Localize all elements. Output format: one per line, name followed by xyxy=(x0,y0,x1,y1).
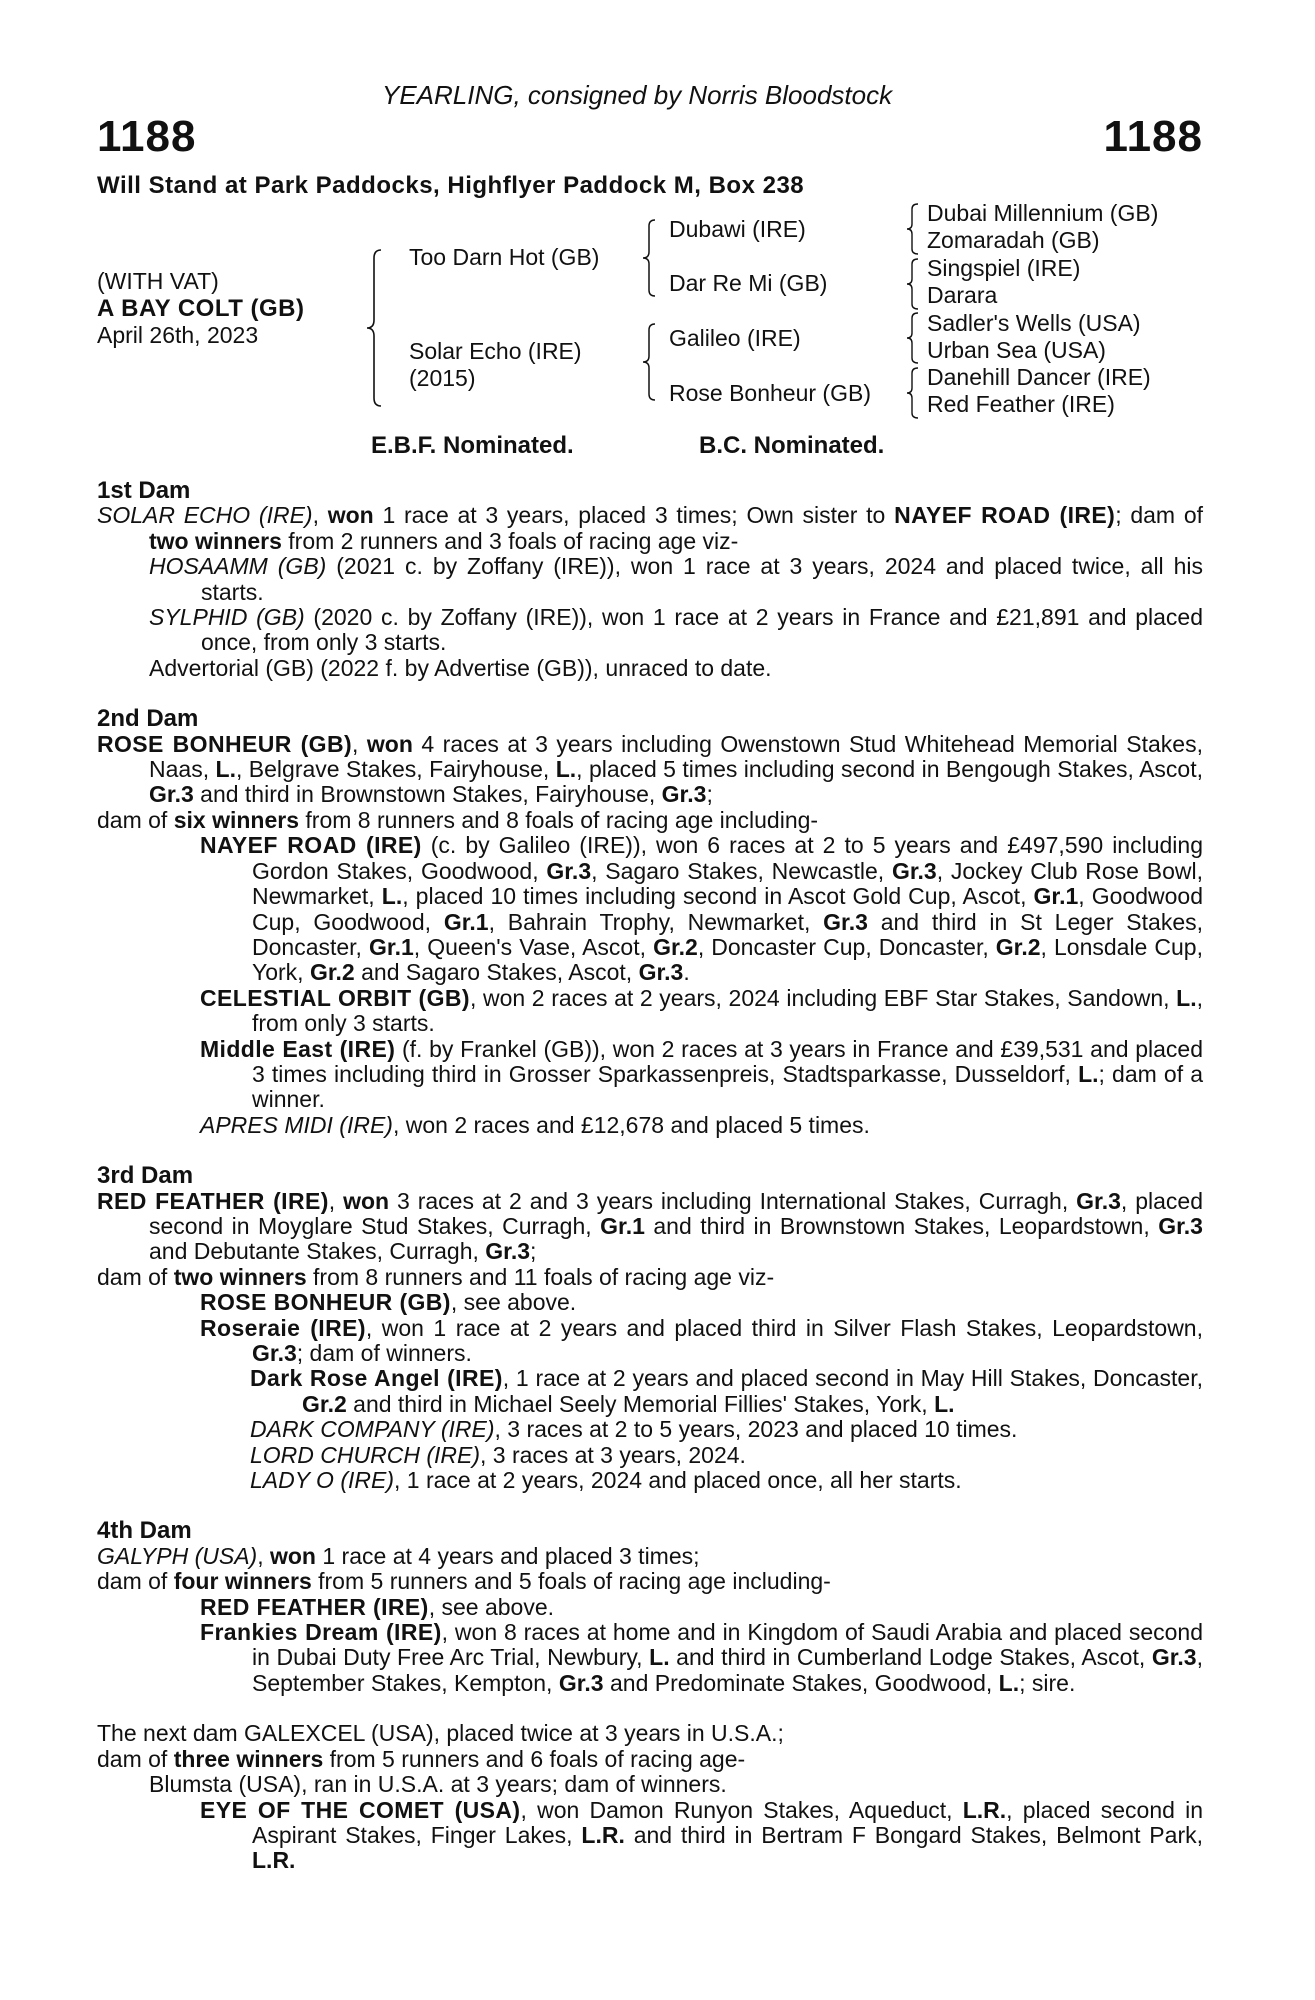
text: ROSE BONHEUR (GB) xyxy=(200,1289,451,1316)
text: , xyxy=(352,730,367,757)
text: DARK COMPANY (IRE) xyxy=(250,1416,495,1443)
text: RED FEATHER (IRE) xyxy=(97,1187,329,1214)
text: and third in Michael Seely Memorial Fillies' Stakes, York, xyxy=(346,1390,935,1417)
text: , placed 10 times including second in Ascot Gold Cup, Ascot, xyxy=(402,883,1034,910)
text: L. xyxy=(1176,984,1197,1011)
text: , September Stakes, Kempton, xyxy=(252,1644,1203,1696)
text: ; xyxy=(706,781,713,808)
text: , see above. xyxy=(428,1593,555,1620)
dam-year: (2015) xyxy=(409,365,476,391)
text: Roseraie (IRE) xyxy=(200,1314,366,1341)
text: Gr.3 xyxy=(149,781,194,808)
text: Gr.3 xyxy=(485,1238,531,1265)
text: two winners xyxy=(173,1263,307,1290)
sire-sire: Dubawi (IRE) xyxy=(669,216,806,242)
text: and Predominate Stakes, Goodwood, xyxy=(603,1669,999,1696)
third-dam-section xyxy=(97,1163,1203,1493)
produce-hosaamm xyxy=(97,554,1203,605)
sire-brace xyxy=(641,218,659,298)
text: LADY O (IRE) xyxy=(250,1467,394,1494)
produce-lady-o xyxy=(97,1468,1203,1493)
text: , placed second in Moyglare Stud Stakes, Curragh, xyxy=(149,1187,1204,1239)
text: L.R. xyxy=(962,1796,1007,1823)
produce-frankies-dream xyxy=(97,1620,1203,1696)
text: L. xyxy=(555,756,577,783)
text: dam of xyxy=(97,1263,174,1290)
third-dam-para xyxy=(97,1189,1203,1265)
text: L. xyxy=(649,1644,670,1671)
text: 3 races at 2 and 3 years including International Stakes, Curragh, xyxy=(389,1187,1077,1214)
text: L. xyxy=(998,1669,1020,1696)
produce-lord-church xyxy=(97,1443,1203,1468)
text: ; xyxy=(530,1238,537,1265)
vat-label: (WITH VAT) xyxy=(97,268,219,294)
text: from 8 runners and 11 foals of racing age viz- xyxy=(306,1263,775,1290)
text: 1 race at 3 years, placed 3 times; Own sister to xyxy=(373,502,895,529)
second-dam-section xyxy=(97,706,1203,1138)
sire-dam: Dar Re Mi (GB) xyxy=(669,270,828,296)
ss-sire: Dubai Millennium (GB) xyxy=(927,200,1159,226)
text: APRES MIDI (IRE) xyxy=(200,1111,393,1138)
text: and third in Brownstown Stakes, Leopardstown, xyxy=(644,1212,1159,1239)
text: Gr.2 xyxy=(995,933,1041,960)
produce-eye-of-the-comet xyxy=(97,1798,1203,1874)
text: (f. by Frankel (GB)), won 2 races at 3 years in France and £39,531 and placed 3 times including third in Grosser Sparkassenpreis, Stadtsparkasse, Dusseldorf, xyxy=(252,1035,1203,1087)
text: , placed second in Aspirant Stakes, Finger Lakes, xyxy=(252,1796,1204,1848)
text: ; dam of xyxy=(1115,502,1203,529)
text: won xyxy=(269,1542,316,1569)
fourth-dam-heading: 4th Dam xyxy=(97,1517,192,1545)
ebf-nominated: E.B.F. Nominated. xyxy=(371,432,574,459)
text: HOSAAMM (GB) xyxy=(149,553,327,580)
text: Gr.3 xyxy=(1158,1212,1203,1239)
text: L. xyxy=(215,756,236,783)
text: (c. by Galileo (IRE)), won 6 races at 2 to 5 years and £497,590 including Gordon Stakes, Goodwood, xyxy=(252,832,1203,884)
text: , Queen's Vase, Ascot, xyxy=(413,933,654,960)
text: Gr.3 xyxy=(1076,1187,1121,1214)
text: L.R. xyxy=(252,1847,296,1874)
text: Gr.3 xyxy=(1151,1644,1197,1671)
brace-ss xyxy=(905,202,921,256)
text: Gr.1 xyxy=(600,1212,645,1239)
text: Gr.3 xyxy=(823,908,868,935)
text: three winners xyxy=(173,1745,324,1772)
text: six winners xyxy=(173,806,299,833)
text: from 8 runners and 8 foals of racing age including- xyxy=(299,806,819,833)
sd-sire: Singspiel (IRE) xyxy=(927,255,1081,281)
text: , see above. xyxy=(450,1289,577,1316)
produce-roseraie xyxy=(97,1316,1203,1367)
text: , 3 races at 2 to 5 years, 2023 and placed 10 times. xyxy=(494,1416,1018,1443)
text: Frankies Dream (IRE) xyxy=(200,1619,442,1646)
lot-number-right: 1188 xyxy=(1103,112,1203,161)
dd-sire: Danehill Dancer (IRE) xyxy=(927,364,1151,390)
text: , Jockey Club Rose Bowl, Newmarket, xyxy=(252,857,1203,910)
text: , Doncaster Cup, Doncaster, xyxy=(697,933,996,960)
text: L. xyxy=(381,883,403,910)
text: , Bahrain Trophy, Newmarket, xyxy=(488,908,824,935)
text: won xyxy=(366,730,413,757)
text: dam of xyxy=(97,806,174,833)
text: and third in St Leger Stakes, Doncaster, xyxy=(252,908,1203,960)
text: ; dam of winners. xyxy=(296,1340,472,1366)
text: Gr.1 xyxy=(369,933,414,960)
second-dam-produce-line xyxy=(97,808,1203,833)
produce-celestial-orbit xyxy=(97,986,1203,1037)
text: 4 races at 3 years including Owenstown Stud Whitehead Memorial Stakes, Naas, xyxy=(149,730,1203,783)
text: , Belgrave Stakes, Fairyhouse, xyxy=(235,756,556,783)
text: Gr.3 xyxy=(558,1669,604,1696)
second-dam-heading: 2nd Dam xyxy=(97,705,199,733)
text: and third in Brownstown Stakes, Fairyhouse, xyxy=(193,781,662,808)
text: EYE OF THE COMET (USA) xyxy=(200,1796,521,1823)
text: 1 race at 4 years and placed 3 times; xyxy=(315,1542,700,1569)
text: Gr.1 xyxy=(443,908,489,935)
text: RED FEATHER (IRE) xyxy=(200,1593,429,1620)
text: Gr.3 xyxy=(546,857,592,884)
ds-dam: Urban Sea (USA) xyxy=(927,337,1106,363)
text: L. xyxy=(1078,1060,1099,1087)
text: , won 2 races and £12,678 and placed 5 times. xyxy=(392,1111,870,1138)
text: and third in Cumberland Lodge Stakes, Ascot, xyxy=(669,1644,1152,1671)
text: L. xyxy=(934,1390,955,1417)
text: Gr.3 xyxy=(661,781,707,808)
stand-location: Will Stand at Park Paddocks, Highflyer Paddock M, Box 238 xyxy=(97,172,805,199)
text: from 2 runners and 3 foals of racing age viz- xyxy=(281,527,739,554)
text: two winners xyxy=(149,527,282,554)
sire: Too Darn Hot (GB) xyxy=(409,244,600,270)
dam-name: Solar Echo (IRE) xyxy=(409,338,582,364)
produce-nayef-road xyxy=(97,833,1203,985)
text: NAYEF ROAD (IRE) xyxy=(200,832,422,859)
next-dam-para: The next dam GALEXCEL (USA), placed twice at 3 years in U.S.A.; xyxy=(97,1720,784,1747)
text: Gr.3 xyxy=(891,857,937,884)
fourth-dam-produce-line xyxy=(97,1569,1203,1594)
dam-dam: Rose Bonheur (GB) xyxy=(669,380,871,406)
pedigree-brace xyxy=(365,248,385,408)
text: , Sagaro Stakes, Newcastle, xyxy=(591,857,892,884)
text: , xyxy=(257,1542,270,1569)
text: , from only 3 starts. xyxy=(252,984,1203,1037)
text: , 1 race at 2 years and placed second in May Hill Stakes, Doncaster, xyxy=(502,1365,1203,1392)
lot-number-left: 1188 xyxy=(97,112,197,161)
pedigree-table xyxy=(97,200,1203,430)
sd-dam: Darara xyxy=(927,282,998,308)
text: four winners xyxy=(173,1568,312,1595)
text: Gr.2 xyxy=(309,959,355,986)
text: Gr.3 xyxy=(638,959,684,986)
first-dam-section xyxy=(97,478,1203,681)
text: and third in Bertram F Bongard Stakes, Belmont Park, xyxy=(624,1821,1203,1848)
first-dam-para xyxy=(97,503,1203,554)
text: ROSE BONHEUR (GB) xyxy=(97,730,353,757)
text: Gr.1 xyxy=(1033,883,1079,910)
text: , won 1 race at 2 years and placed third in Silver Flash Stakes, Leopardstown, xyxy=(365,1314,1203,1341)
text: , 3 races at 3 years, 2024. xyxy=(480,1441,746,1468)
dam-sire: Galileo (IRE) xyxy=(669,325,801,351)
horse-name: A BAY COLT (GB) xyxy=(97,295,305,322)
brace-ds xyxy=(905,311,921,365)
produce-dark-rose-angel xyxy=(97,1366,1203,1417)
text: from 5 runners and 6 foals of racing age- xyxy=(323,1745,746,1772)
text: and Sagaro Stakes, Ascot, xyxy=(354,959,639,986)
produce-middle-east xyxy=(97,1037,1203,1113)
catalogue-body xyxy=(97,478,1203,1874)
text: ; dam of a winner. xyxy=(252,1060,1204,1113)
produce-rose-bonheur xyxy=(97,1290,1203,1315)
text: NAYEF ROAD (IRE) xyxy=(894,502,1116,529)
dd-dam: Red Feather (IRE) xyxy=(927,391,1115,417)
text: , won 8 races at home and in Kingdom of Saudi Arabia and placed second in Dubai Duty Free Arc Trial, Newbury, xyxy=(252,1619,1203,1671)
text: SYLPHID (GB) xyxy=(149,604,305,631)
text: from 5 runners and 5 foals of racing age including- xyxy=(311,1568,831,1595)
text: , 1 race at 2 years, 2024 and placed once, all her starts. xyxy=(394,1467,962,1494)
text: dam of xyxy=(97,1745,174,1772)
text: Gr.3 xyxy=(252,1340,297,1366)
text: LORD CHURCH (IRE) xyxy=(250,1441,480,1468)
text: , xyxy=(312,502,328,529)
text: , won Damon Runyon Stakes, Aqueduct, xyxy=(520,1796,963,1823)
text: Gr.2 xyxy=(302,1390,347,1417)
brace-dd xyxy=(905,366,921,420)
text: , Goodwood Cup, Goodwood, xyxy=(252,883,1203,935)
text: , placed 5 times including second in Bengough Stakes, Ascot, xyxy=(576,756,1203,783)
brace-sd xyxy=(905,257,921,311)
produce-advertorial: Advertorial (GB) (2022 f. by Advertise (GB)), unraced to date. xyxy=(149,654,772,681)
fourth-dam-section xyxy=(97,1518,1203,1696)
bc-nominated: B.C. Nominated. xyxy=(699,432,885,459)
produce-sylphid xyxy=(97,605,1203,656)
third-dam-produce-line xyxy=(97,1265,1203,1290)
text: won xyxy=(343,1187,390,1214)
dam-name-text: SOLAR ECHO (IRE) xyxy=(97,502,313,529)
text: , won 2 races at 2 years, 2024 including EBF Star Stakes, Sandown, xyxy=(469,984,1177,1011)
produce-apres-midi xyxy=(97,1113,1203,1138)
dam-brace xyxy=(641,322,659,402)
text: . xyxy=(683,959,690,986)
ss-dam: Zomaradah (GB) xyxy=(927,227,1100,253)
text: Gr.2 xyxy=(653,933,698,960)
horse-dob: April 26th, 2023 xyxy=(97,322,259,348)
third-dam-heading: 3rd Dam xyxy=(97,1162,194,1190)
text: won xyxy=(327,502,374,529)
text: CELESTIAL ORBIT (GB) xyxy=(200,984,470,1011)
second-dam-para xyxy=(97,732,1203,808)
text: (2020 c. by Zoffany (IRE)), won 1 race at 2 years in France and £21,891 and placed once, from only 3 starts. xyxy=(201,604,1203,656)
next-dam-produce-line xyxy=(97,1747,1203,1772)
first-dam-heading: 1st Dam xyxy=(97,477,191,504)
text: (2021 c. by Zoffany (IRE)), won 1 race at 3 years, 2024 and placed twice, all his starts. xyxy=(201,553,1203,605)
text: ; sire. xyxy=(1019,1669,1076,1696)
produce-dark-company xyxy=(97,1417,1203,1442)
text: Dark Rose Angel (IRE) xyxy=(250,1365,503,1392)
next-dam-section xyxy=(97,1721,1203,1873)
produce-red-feather xyxy=(97,1595,1203,1620)
text: L.R. xyxy=(581,1821,625,1848)
text: Middle East (IRE) xyxy=(200,1035,396,1062)
produce-blumsta: Blumsta (USA), ran in U.S.A. at 3 years; dam of winners. xyxy=(149,1771,727,1798)
text: , xyxy=(328,1187,344,1214)
text: GALYPH (USA) xyxy=(97,1542,258,1569)
text: dam of xyxy=(97,1568,174,1595)
fourth-dam-para xyxy=(97,1544,1203,1569)
text: , Lonsdale Cup, York, xyxy=(252,933,1203,986)
text: and Debutante Stakes, Curragh, xyxy=(149,1238,486,1265)
consignor-line: YEARLING, consigned by Norris Bloodstock xyxy=(382,80,893,110)
ds-sire: Sadler's Wells (USA) xyxy=(927,310,1141,336)
